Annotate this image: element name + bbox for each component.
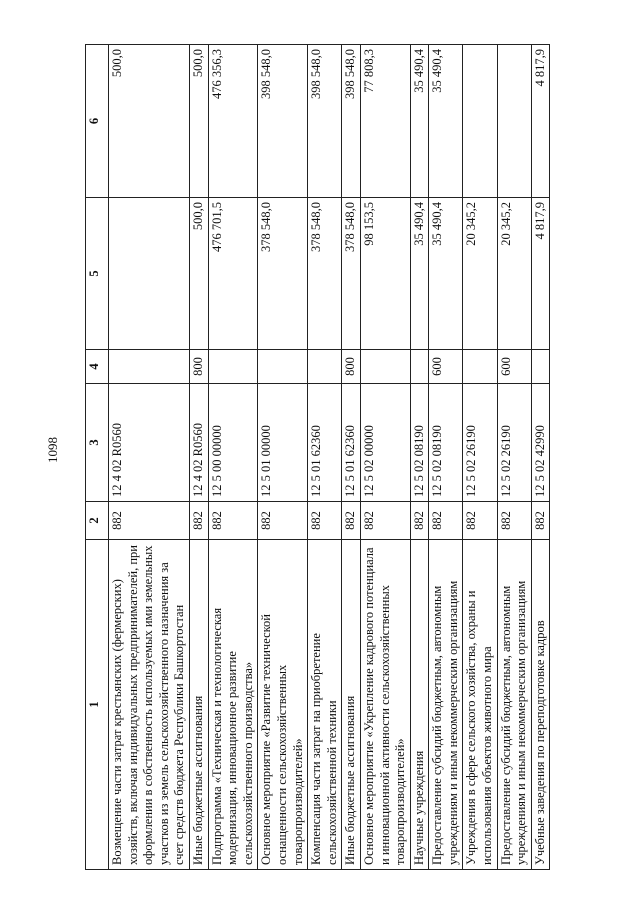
- row-name: Иные бюджетные ассигнования: [342, 540, 361, 870]
- row-sum1: 98 153,5: [360, 198, 410, 350]
- row-article: 12 5 02 26190: [463, 384, 497, 502]
- row-sum2: 35 490,4: [429, 45, 463, 198]
- row-article: 12 5 01 62360: [342, 384, 361, 502]
- row-article: 12 5 02 42990: [531, 384, 550, 502]
- row-code: 882: [342, 502, 361, 540]
- row-type: [208, 350, 258, 384]
- row-type: [410, 350, 429, 384]
- row-sum2: 398 548,0: [342, 45, 361, 198]
- row-type: [109, 350, 190, 384]
- row-sum1: 35 490,4: [410, 198, 429, 350]
- header-cell: 3: [86, 384, 109, 502]
- rotated-table-container: [85, 45, 566, 870]
- row-article: 12 5 02 26190: [497, 384, 531, 502]
- table-row: [410, 45, 429, 870]
- row-name: Возмещение части затрат крестьянских (фермерских) хозяйств, включая индивидуальных предпринимателей, при оформлении в собственность используемых ими земельных участков из земель сельскохозяйственного назначения за счет средств бюджета Республики Башкортостан: [109, 540, 190, 870]
- row-sum1: 4 817,9: [531, 198, 550, 350]
- row-name: Учреждения в сфере сельского хозяйства, охраны и использования объектов животного мира: [463, 540, 497, 870]
- row-sum2: 35 490,4: [410, 45, 429, 198]
- header-cell: 1: [86, 540, 109, 870]
- table-row: [308, 45, 342, 870]
- row-name: Основное мероприятие «Укрепление кадрового потенциала и инновационной активности сельскохозяйственных товаропроизводителей»: [360, 540, 410, 870]
- row-type: 600: [497, 350, 531, 384]
- row-code: 882: [308, 502, 342, 540]
- row-code: 882: [429, 502, 463, 540]
- row-sum1: 378 548,0: [308, 198, 342, 350]
- row-name: Иные бюджетные ассигнования: [189, 540, 208, 870]
- row-name: Учебные заведения по переподготовке кадров: [531, 540, 550, 870]
- table-row: [258, 45, 308, 870]
- row-type: 800: [342, 350, 361, 384]
- row-sum1: 35 490,4: [429, 198, 463, 350]
- row-name: Основное мероприятие «Развитие технической оснащенности сельскохозяйственных товаропроизводителей»: [258, 540, 308, 870]
- table-row: [208, 45, 258, 870]
- row-sum2: [463, 45, 497, 198]
- table-row: [189, 45, 208, 870]
- row-code: 882: [109, 502, 190, 540]
- row-code: 882: [497, 502, 531, 540]
- row-code: 882: [360, 502, 410, 540]
- table-row: [429, 45, 463, 870]
- row-article: 12 5 02 08190: [429, 384, 463, 502]
- row-article: 12 5 01 00000: [258, 384, 308, 502]
- header-cell: 5: [86, 198, 109, 350]
- row-type: [360, 350, 410, 384]
- row-name: Компенсация части затрат на приобретение сельскохозяйственной техники: [308, 540, 342, 870]
- row-article: 12 4 02 R0560: [189, 384, 208, 502]
- table-row: [109, 45, 190, 870]
- row-sum2: [497, 45, 531, 198]
- row-sum2: 500,0: [189, 45, 208, 198]
- row-article: 12 5 02 00000: [360, 384, 410, 502]
- row-sum1: 20 345,2: [463, 198, 497, 350]
- header-cell: 6: [86, 45, 109, 198]
- row-name: Подпрограмма «Техническая и технологическая модернизация, инновационное развитие сельскохозяйственного производства»: [208, 540, 258, 870]
- row-name: Научные учреждения: [410, 540, 429, 870]
- row-type: 600: [429, 350, 463, 384]
- row-sum1: 500,0: [189, 198, 208, 350]
- table-row: [497, 45, 531, 870]
- row-sum2: 398 548,0: [308, 45, 342, 198]
- table-row: [531, 45, 550, 870]
- table-row: [342, 45, 361, 870]
- row-sum1: 378 548,0: [258, 198, 308, 350]
- row-type: 800: [189, 350, 208, 384]
- row-sum2: 500,0: [109, 45, 190, 198]
- budget-table: [85, 44, 550, 870]
- table-row: [463, 45, 497, 870]
- row-name: Предоставление субсидий бюджетным, автономным учреждениям и иным некоммерческим организациям: [497, 540, 531, 870]
- header-row: [86, 45, 109, 870]
- row-article: 12 5 02 08190: [410, 384, 429, 502]
- row-type: [308, 350, 342, 384]
- row-sum1: 20 345,2: [497, 198, 531, 350]
- table-row: [360, 45, 410, 870]
- row-code: 882: [189, 502, 208, 540]
- row-type: [463, 350, 497, 384]
- row-sum2: 4 817,9: [531, 45, 550, 198]
- row-code: 882: [531, 502, 550, 540]
- row-type: [531, 350, 550, 384]
- row-sum2: 77 808,3: [360, 45, 410, 198]
- row-article: 12 5 00 00000: [208, 384, 258, 502]
- row-sum2: 398 548,0: [258, 45, 308, 198]
- row-type: [258, 350, 308, 384]
- row-name: Предоставление субсидий бюджетным, автономным учреждениям и иным некоммерческим организациям: [429, 540, 463, 870]
- row-code: 882: [258, 502, 308, 540]
- row-sum2: 476 356,3: [208, 45, 258, 198]
- page-number: 1098: [45, 437, 60, 463]
- row-code: 882: [208, 502, 258, 540]
- row-code: 882: [410, 502, 429, 540]
- row-article: 12 4 02 R0560: [109, 384, 190, 502]
- row-sum1: 378 548,0: [342, 198, 361, 350]
- row-article: 12 5 01 62360: [308, 384, 342, 502]
- row-sum1: 476 701,5: [208, 198, 258, 350]
- header-cell: 2: [86, 502, 109, 540]
- header-cell: 4: [86, 350, 109, 384]
- row-code: 882: [463, 502, 497, 540]
- row-sum1: [109, 198, 190, 350]
